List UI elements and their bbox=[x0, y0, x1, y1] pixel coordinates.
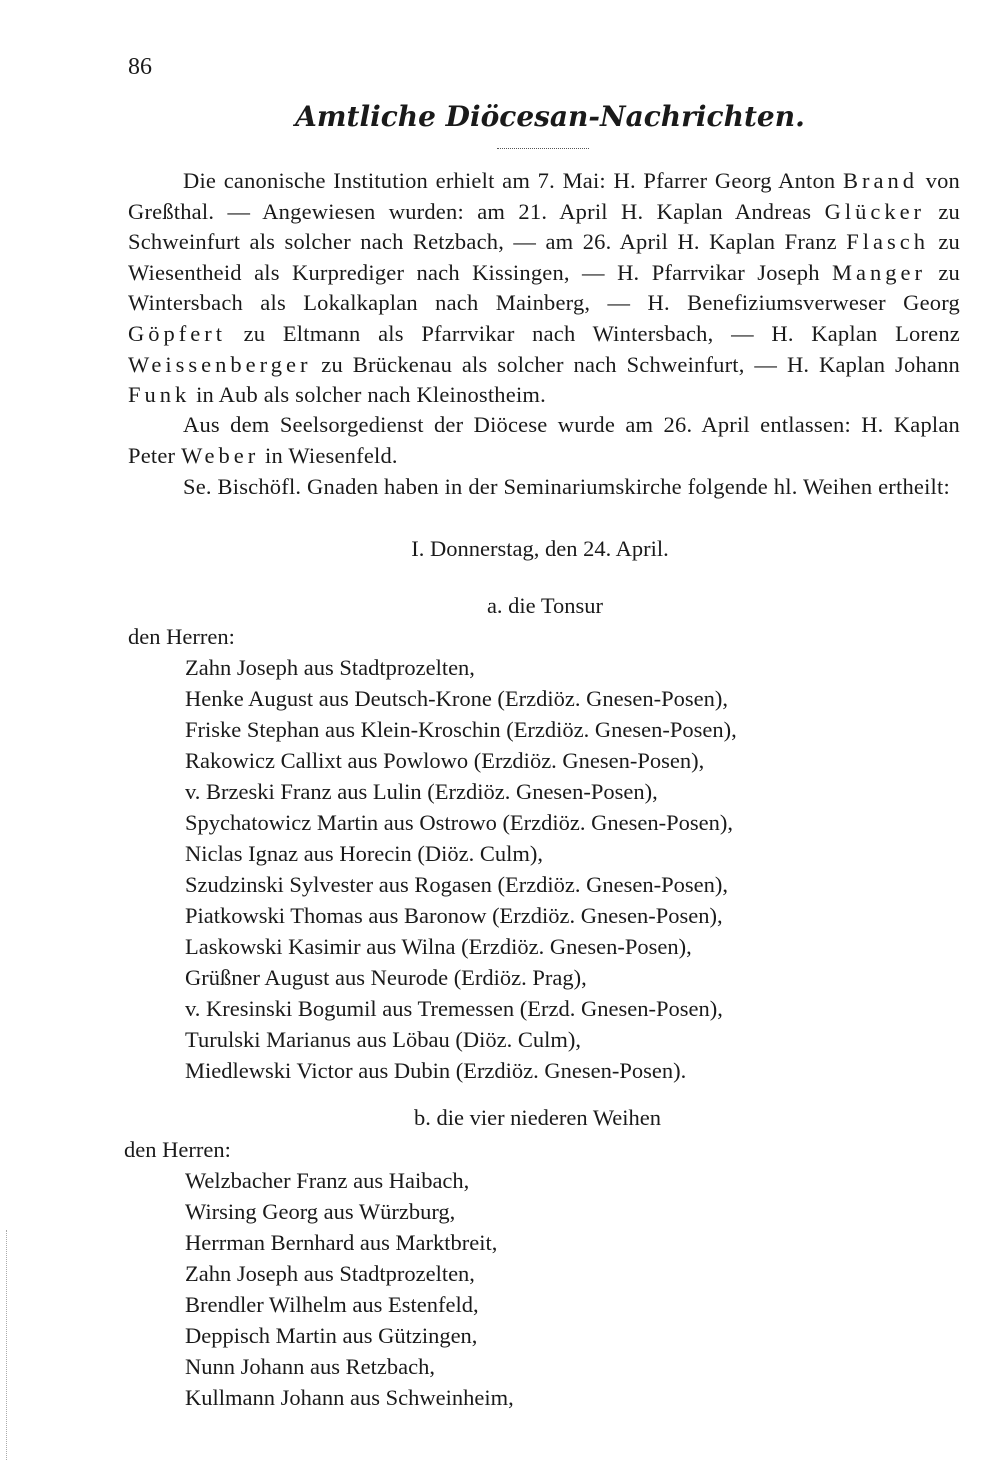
list-item: v. Kresinski Bogumil aus Tremessen (Erzd. Gnesen-Posen), bbox=[185, 996, 723, 1021]
person-name: Göpfert bbox=[128, 320, 226, 346]
list-item: Zahn Joseph aus Stadtprozelten, bbox=[185, 655, 475, 680]
section-heading: I. Donnerstag, den 24. April. bbox=[411, 536, 669, 561]
list-item: v. Brzeski Franz aus Lulin (Erzdiöz. Gnesen-Posen), bbox=[185, 779, 658, 804]
weihen-list bbox=[185, 1165, 514, 1413]
list-item: Rakowicz Callixt aus Powlowo (Erzdiöz. Gnesen-Posen), bbox=[185, 748, 705, 773]
person-name: Glücker bbox=[824, 198, 926, 224]
list-item: Wirsing Georg aus Würzburg, bbox=[185, 1199, 456, 1224]
list-item: Brendler Wilhelm aus Estenfeld, bbox=[185, 1292, 479, 1317]
list-item: Herrman Bernhard aus Marktbreit, bbox=[185, 1230, 498, 1255]
list-item: Laskowski Kasimir aus Wilna (Erzdiöz. Gnesen-Posen), bbox=[185, 934, 692, 959]
list-item: Zahn Joseph aus Stadtprozelten, bbox=[185, 1261, 475, 1286]
list-item: Nunn Johann aus Retzbach, bbox=[185, 1354, 435, 1379]
list-item: Miedlewski Victor aus Dubin (Erzdiöz. Gnesen-Posen). bbox=[185, 1058, 687, 1083]
page-number: 86 bbox=[128, 54, 152, 80]
person-name: Weber bbox=[181, 442, 260, 468]
list-item: Kullmann Johann aus Schweinheim, bbox=[185, 1385, 514, 1410]
list-item: Niclas Ignaz aus Horecin (Diöz. Culm), bbox=[185, 841, 544, 866]
paragraph-institution: Die canonische Institution erhielt am 7. Mai: H. Pfarrer Georg Anton Brand von Greßthal. — Angewiesen wurden: am 21. April H. Kaplan Andreas Glücker zu Schweinfurt als solcher nach Retzbach, — am 26. April H. Kaplan Franz Flasch zu Wiesentheid als Kurprediger nach Kissingen, — H. Pfarrvikar Joseph Manger zu Wintersbach als Lokalkaplan nach Mainberg, — H. Benefiziumsverweser Georg Göpfert zu Eltmann als Pfarrvikar nach Wintersbach, — H. Kaplan Lorenz Weissenberger zu Brückenau als solcher nach Schweinfurt, — H. Kaplan Johann Funk in Aub als solcher nach Kleinostheim. bbox=[128, 168, 961, 408]
tonsur-list bbox=[185, 652, 737, 1086]
list-item: Grüßner August aus Neurode (Erdiöz. Prag), bbox=[185, 965, 587, 990]
intro-herren-b: den Herren: bbox=[124, 1137, 231, 1162]
list-item: Szudzinski Sylvester aus Rogasen (Erzdiöz. Gnesen-Posen), bbox=[185, 872, 729, 897]
subsection-heading-tonsur: a. die Tonsur bbox=[486, 593, 604, 618]
paragraph-dismissal: Aus dem Seelsorgedienst der Diöcese wurde am 26. April entlassen: H. Kaplan Peter Weber in Wiesenfeld. bbox=[128, 412, 960, 468]
person-name: Manger bbox=[832, 259, 927, 285]
list-item: Friske Stephan aus Klein-Kroschin (Erzdiöz. Gnesen-Posen), bbox=[185, 717, 737, 742]
paragraph-ordinations: Se. Bischöfl. Gnaden haben in der Seminariumskirche folgende hl. Weihen ertheilt: bbox=[183, 474, 950, 499]
page-title: Amtliche Diöcesan-Nachrichten. bbox=[295, 100, 805, 133]
list-item: Spychatowicz Martin aus Ostrowo (Erzdiöz. Gnesen-Posen), bbox=[185, 810, 733, 835]
list-item: Piatkowski Thomas aus Baronow (Erzdiöz. Gnesen-Posen), bbox=[185, 903, 723, 928]
person-name: Funk bbox=[128, 382, 191, 408]
margin-scan-artifact bbox=[6, 1230, 9, 1460]
list-item: Welzbacher Franz aus Haibach, bbox=[185, 1168, 470, 1193]
title-divider bbox=[497, 148, 589, 149]
intro-herren-a: den Herren: bbox=[128, 624, 235, 649]
list-item: Turulski Marianus aus Löbau (Diöz. Culm), bbox=[185, 1027, 582, 1052]
list-item: Henke August aus Deutsch-Krone (Erzdiöz. Gnesen-Posen), bbox=[185, 686, 728, 711]
subsection-heading-weihen: b. die vier niederen Weihen bbox=[413, 1105, 662, 1130]
list-item: Deppisch Martin aus Gützingen, bbox=[185, 1323, 478, 1348]
person-name: Weissenberger bbox=[128, 351, 312, 377]
person-name: Brand bbox=[843, 168, 919, 193]
person-name: Flasch bbox=[846, 229, 929, 255]
